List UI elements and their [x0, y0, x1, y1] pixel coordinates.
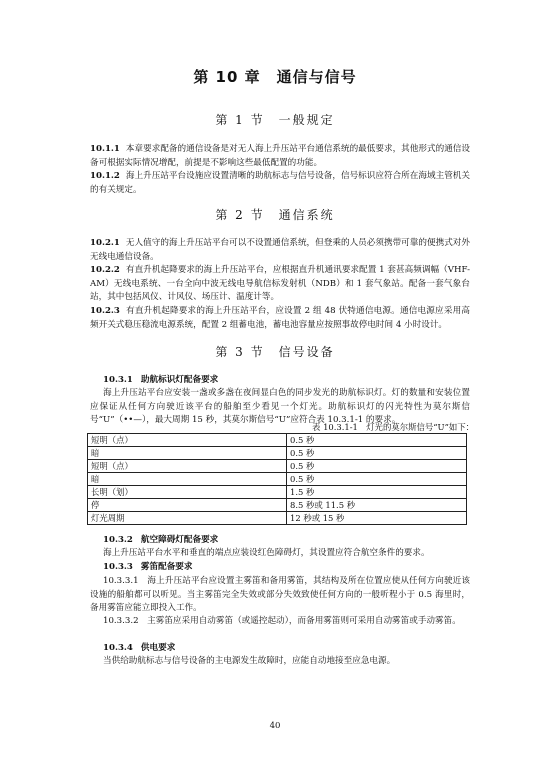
clause-text: 无人值守的海上升压站平台可以不设置通信系统，但登乘的人员必须携带可靠的便携式对外无线电通信设备。 — [90, 238, 470, 262]
heading-number: 10.3.3 — [103, 562, 133, 572]
page-number: 40 — [269, 721, 281, 731]
heading-text: 航空障碍灯配备要求 — [140, 535, 219, 545]
table-row — [88, 460, 467, 473]
table-row — [88, 447, 467, 460]
signal-phase-cell: 短明（点） — [88, 460, 287, 473]
heading-10-3-1 — [103, 374, 218, 387]
paragraph-10-1-1 — [90, 143, 470, 170]
table-row — [88, 473, 467, 486]
clause-text: 有直升机起降要求的海上升压站平台，应设置 2 组 48 伏特通信电源。通信电源应采用高频开关式稳压稳流电源系统，配置 2 组蓄电池，蓄电池容量应按照事故停电时间 4 小时设计。 — [90, 306, 470, 330]
morse-signal-table — [87, 433, 467, 525]
signal-duration-cell: 0.5 秒 — [287, 460, 467, 473]
signal-duration-cell: 12 秒或 15 秒 — [287, 512, 467, 525]
paragraph-10-3-4: 当供给助航标志与信号设备的主电源发生故障时，应能自动地接至应急电源。 — [103, 656, 396, 666]
heading-10-3-4 — [103, 642, 175, 655]
clause-number: 10.2.1 — [90, 238, 120, 248]
heading-number: 10.3.4 — [103, 643, 133, 653]
clause-text: 本章要求配备的通信设备是对无人海上升压站平台通信系统的最低要求，其他形式的通信设备可根据实际情况增配，前提是不影响这些最低配置的功能。 — [90, 144, 470, 168]
heading-text: 供电要求 — [140, 643, 176, 653]
heading-number: 10.3.2 — [103, 535, 133, 545]
clause-number: 10.2.2 — [90, 265, 120, 275]
paragraph-10-3-3-2: 10.3.3.2 主雾笛应采用自动雾笛（或遥控起动），而备用雾笛则可采用自动雾笛或手动雾笛。 — [103, 616, 461, 626]
table-row — [88, 512, 467, 525]
paragraph-10-2-3 — [90, 305, 470, 332]
signal-phase-cell: 灯光周期 — [88, 512, 287, 525]
heading-10-3-2 — [103, 534, 218, 547]
paragraph-10-3-2: 海上升压站平台水平和垂直的端点应装设红色障碍灯，其设置应符合航空条件的要求。 — [103, 548, 430, 558]
signal-phase-cell: 暗 — [88, 447, 287, 460]
signal-duration-cell: 0.5 秒 — [287, 473, 467, 486]
table-caption: 表 10.3.1-1 灯光的莫尔斯信号“U”如下： — [312, 422, 474, 432]
paragraph-10-2-1 — [90, 237, 470, 264]
section-title-1: 第 1 节 一般规定 — [215, 113, 335, 127]
heading-text: 助航标识灯配备要求 — [140, 375, 219, 385]
signal-phase-cell: 长明（划） — [88, 486, 287, 499]
heading-10-3-3 — [103, 561, 192, 574]
chapter-title: 第 10 章 通信与信号 — [193, 68, 357, 86]
section-title-2: 第 2 节 通信系统 — [215, 208, 335, 222]
signal-phase-cell: 停 — [88, 499, 287, 512]
table-row — [88, 434, 467, 447]
table-row — [88, 486, 467, 499]
signal-phase-cell: 短明（点） — [88, 434, 287, 447]
clause-text: 有直升机起降要求的海上升压站平台，应根据直升机通讯要求配置 1 套甚高频调幅（VHF-AM）无线电系统、一台全向中波无线电导航信标发射机（NDB）和 1 套气象站。配备一套气象台站，其中包括风仪、计风仪、场压计、温度计等。 — [90, 265, 470, 303]
clause-number: 10.2.3 — [90, 306, 120, 316]
clause-number: 10.1.2 — [90, 171, 120, 181]
table-row — [88, 499, 467, 512]
signal-duration-cell: 0.5 秒 — [287, 447, 467, 460]
clause-text: 海上升压站平台设施应设置清晰的助航标志与信号设备，信号标识应符合所在海域主管机关的有关规定。 — [90, 171, 470, 195]
signal-duration-cell: 0.5 秒 — [287, 434, 467, 447]
clause-number: 10.1.1 — [90, 144, 120, 154]
signal-phase-cell: 暗 — [88, 473, 287, 486]
paragraph-10-2-2 — [90, 264, 470, 305]
paragraph-10-1-2 — [90, 170, 470, 197]
signal-duration-cell: 1.5 秒 — [287, 486, 467, 499]
paragraph-10-3-3-1: 10.3.3.1 海上升压站平台应设置主雾笛和备用雾笛，其结构及所在位置应使从任何方向驶近该设施的船舶都可以听见。当主雾笛完全失效或部分失效致使任何方向的一般听程小于 0.5 海里时，备用雾笛应能立即投入工作。 — [90, 576, 470, 614]
heading-text: 雾笛配备要求 — [140, 562, 193, 572]
paragraph-10-3-1: 海上升压站平台应安装一盏或多盏在夜间显白色的同步发光的助航标识灯。灯的数量和安装位置应保证从任何方向驶近该平台的船舶至少看见一个灯光。助航标识灯的闪光特性为莫尔斯信号“U”（••—），最大周期 15 秒，其莫尔斯信号“U”应符合表 10.3.1-1 的要求。 — [90, 388, 470, 426]
section-title-3: 第 3 节 信号设备 — [215, 345, 335, 359]
heading-number: 10.3.1 — [103, 375, 133, 385]
signal-duration-cell: 8.5 秒或 11.5 秒 — [287, 499, 467, 512]
